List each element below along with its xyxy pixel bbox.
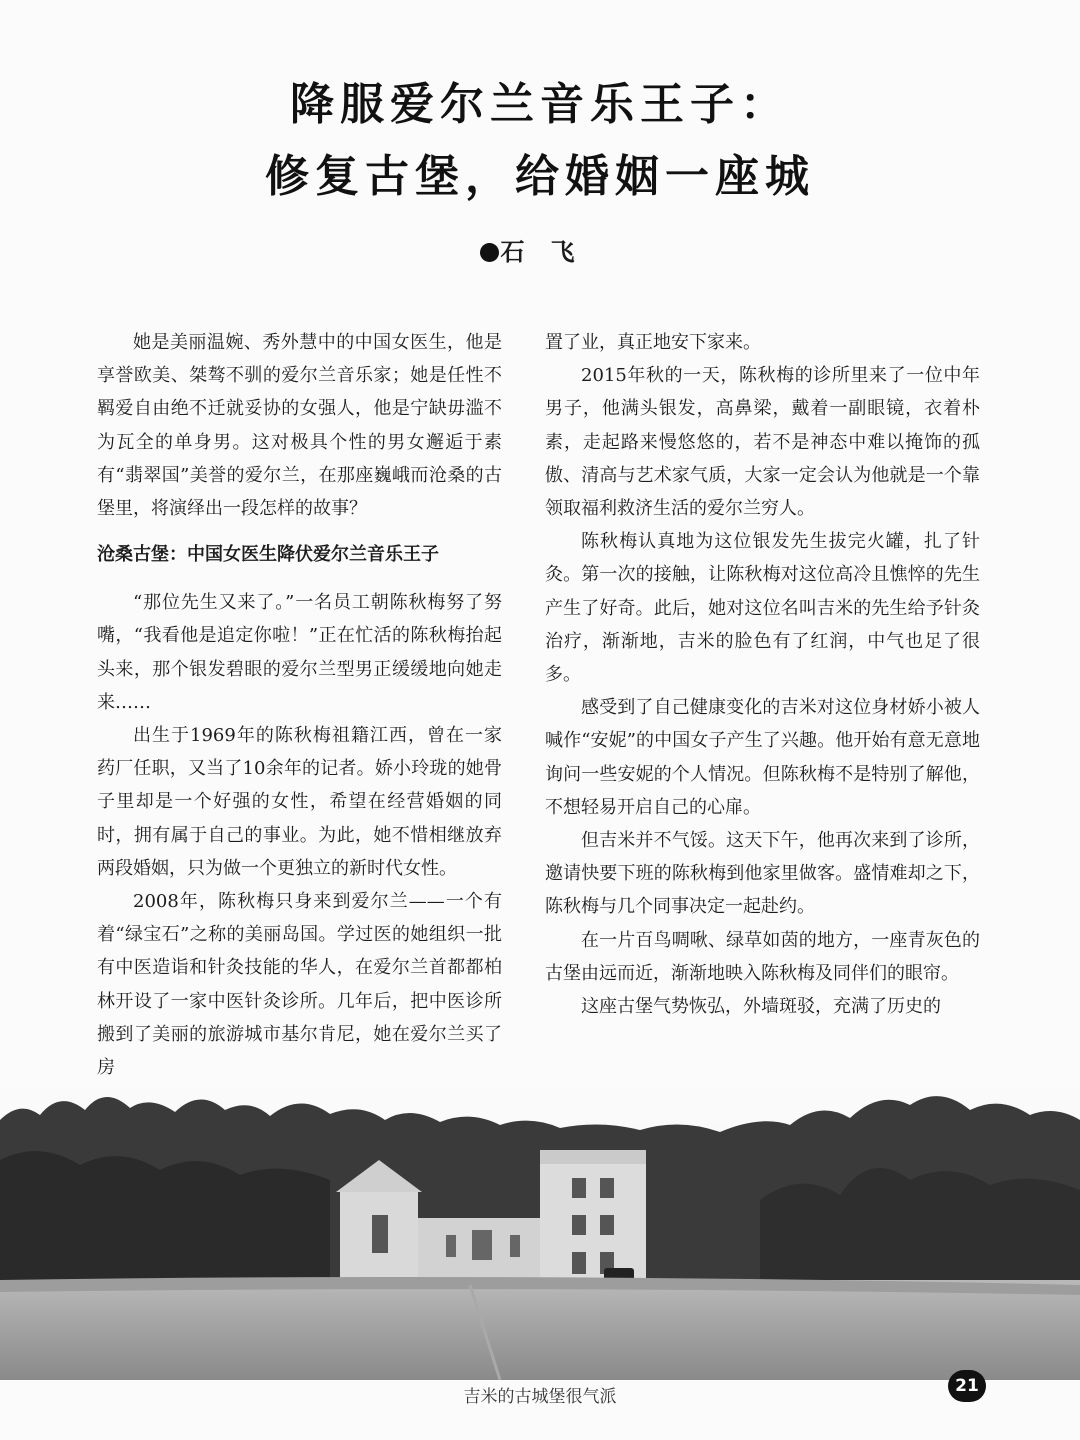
- photo-caption: 吉米的古城堡很气派: [463, 1387, 617, 1407]
- paragraph: 置了业，真正地安下家来。: [545, 332, 761, 353]
- bullet-icon: [480, 243, 499, 262]
- left-column: [97, 326, 502, 1084]
- author-byline: [0, 232, 1080, 267]
- paragraph: 2008年，陈秋梅只身来到爱尔兰——一个有着“绿宝石”之称的美丽岛国。学过医的她组织一批有中医造诣和针灸技能的华人，在爱尔兰首都都柏林开设了一家中医针灸诊所。几年后，把中医诊所搬到了美丽的旅游城市基尔肯尼，她在爱尔兰买了房: [97, 891, 502, 1079]
- author-name: 石飞: [500, 238, 601, 266]
- paragraph: 在一片百鸟啁啾、绿草如茵的地方，一座青灰色的古堡由远而近，渐渐地映入陈秋梅及同伴们的眼帘。: [545, 929, 980, 984]
- paragraph: 出生于1969年的陈秋梅祖籍江西，曾在一家药厂任职，又当了10余年的记者。娇小玲珑的她骨子里却是一个好强的女性，希望在经营婚姻的同时，拥有属于自己的事业。为此，她不惜相继放弃两段婚姻，只为做一个更独立的新时代女性。: [97, 725, 502, 879]
- paragraph: 陈秋梅认真地为这位银发先生拔完火罐，扎了针灸。第一次的接触，让陈秋梅对这位高冷且憔悴的先生产生了好奇。此后，她对这位名叫吉米的先生给予针灸治疗，渐渐地，吉米的脸色有了红润，中气也足了很多。: [545, 531, 980, 686]
- article-title-line1: 降服爱尔兰音乐王子：: [290, 79, 790, 130]
- castle-photo: [0, 1080, 1080, 1380]
- right-column: [545, 326, 980, 1023]
- paragraph: “那位先生又来了。”一名员工朝陈秋梅努了努嘴，“我看他是追定你啦！”正在忙活的陈秋梅抬起头来，那个银发碧眼的爱尔兰型男正缓缓地向她走来……: [97, 592, 502, 713]
- paragraph: 这座古堡气势恢弘，外墙斑驳，充满了历史的: [581, 996, 941, 1018]
- paragraph: 她是美丽温婉、秀外慧中的中国女医生，他是享誉欧美、桀骜不驯的爱尔兰音乐家；她是任性不羁爱自由绝不迁就妥协的女强人，他是宁缺毋滥不为瓦全的单身男。这对极具个性的男女邂逅于素有“翡翠国”美誉的爱尔兰，在那座巍峨而沧桑的古堡里，将演绎出一段怎样的故事？: [97, 332, 502, 520]
- paragraph: 2015年秋的一天，陈秋梅的诊所里来了一位中年男子，他满头银发，高鼻梁，戴着一副眼镜，衣着朴素，走起路来慢悠悠的，若不是神态中难以掩饰的孤傲、清高与艺术家气质，大家一定会认为他就是一个靠领取福利救济生活的爱尔兰穷人。: [545, 365, 980, 520]
- page-number: 21: [948, 1370, 986, 1402]
- section-subheading: 沧桑古堡：中国女医生降伏爱尔兰音乐王子: [97, 544, 439, 566]
- paragraph: 感受到了自己健康变化的吉米对这位身材娇小被人喊作“安妮”的中国女子产生了兴趣。他开始有意无意地询问一些安妮的个人情况。但陈秋梅不是特别了解他，不想轻易开启自己的心扉。: [545, 697, 980, 818]
- article-title-line2: 修复古堡，给婚姻一座城: [265, 151, 815, 202]
- paragraph: 但吉米并不气馁。这天下午，他再次来到了诊所，邀请快要下班的陈秋梅到他家里做客。盛情难却之下，陈秋梅与几个同事决定一起赴约。: [545, 830, 980, 918]
